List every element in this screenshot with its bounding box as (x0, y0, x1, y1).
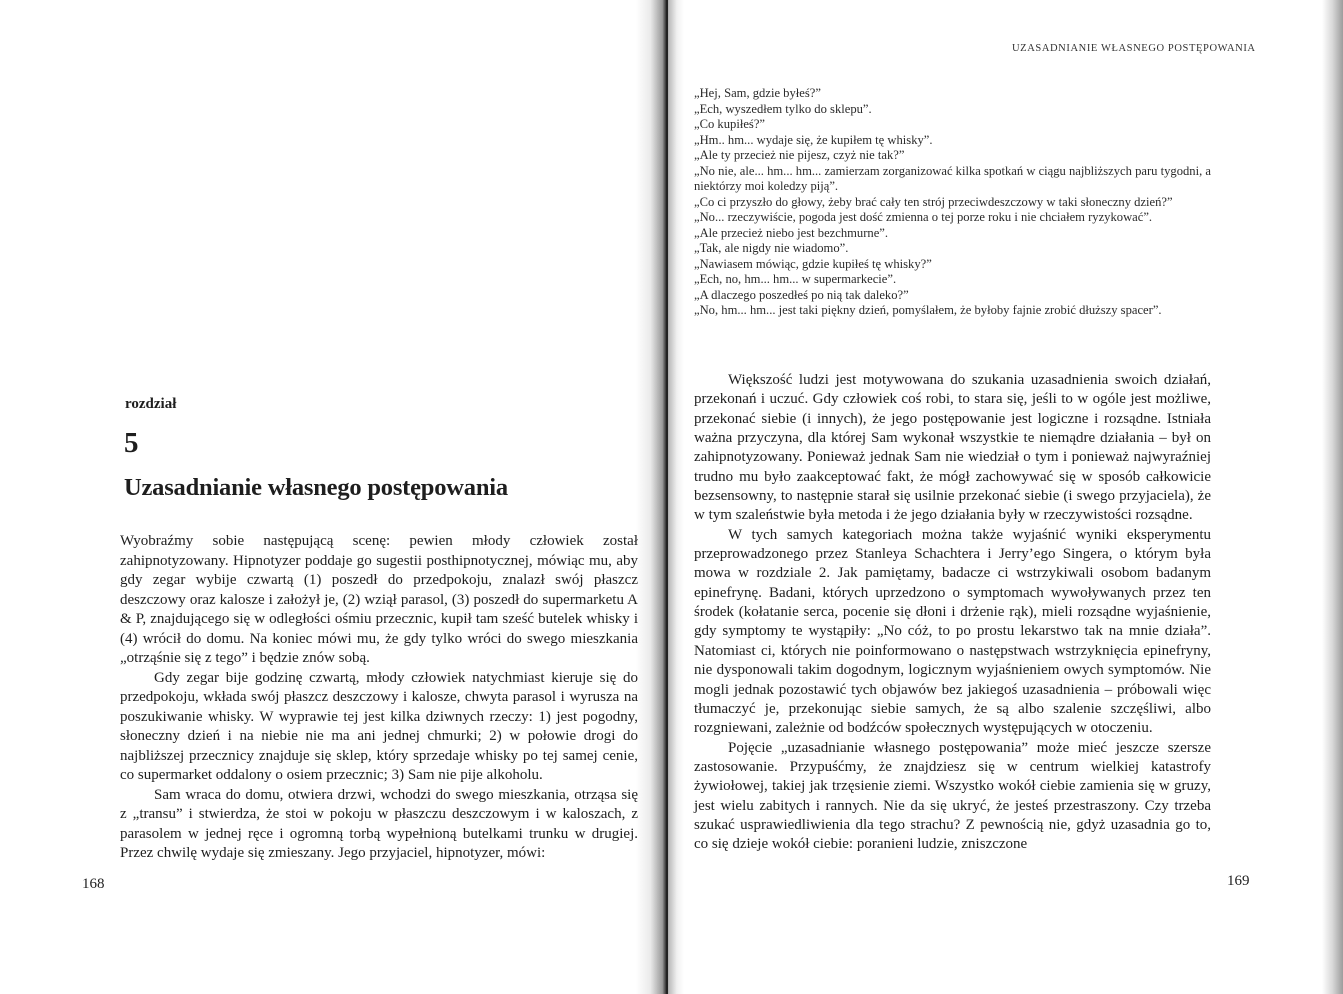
paragraph: W tych samych kategoriach można także wyjaśnić wyniki eksperymentu przeprowadzonego przez Stanleya Schachtera i Jerry’ego Singera, o którym była mowa w rozdziale 2. Jak pamiętamy, badacze ci wstrzykiwali osobom badanym epinefrynę. Badani, których uprzedzono o symptomach wywoływanych przez ten środek (kołatanie serca, pocenie się dłoni i drżenie rąk), mieli rozsądne wyjaśnienie, gdy symptomy te wystąpiły: „No cóż, to po prostu lekarstwo tak na mnie działa”. Natomiast ci, których nie poinformowano o następstwach wstrzyknięcia epinefryny, nie dysponowali takim dogodnym, logicznym wyjaśnieniem owych symptomów. Nie mogli jednak pozostawić tych objawów bez jakiegoś uzasadnienia – próbowali więc tłumaczyć je, przekonując siebie samych, że są albo szalenie szczęśliwi, albo rozgniewani, zależnie od bodźców społecznych występujących w otoczeniu. (694, 526, 1211, 737)
dialogue-line: „Ale ty przecież nie pijesz, czyż nie tak?” (694, 148, 905, 162)
chapter-number: 5 (124, 427, 139, 459)
paragraph: Sam wraca do domu, otwiera drzwi, wchodzi do swego mieszkania, otrząsa się z „transu” i stwierdza, że stoi w pokoju w płaszczu deszczowym i w kaloszach, z parasolem w jednej ręce i ogromną torbą wypełnioną butelkami trunku w drugiej. Przez chwilę wydaje się zmieszany. Jego przyjaciel, hipnotyzer, mówi: (120, 786, 638, 861)
paragraph: Gdy zegar bije godzinę czwartą, młody człowiek natychmiast kieruje się do przedpokoju, wkłada swój płaszcz deszczowy i kalosze, chwyta parasol i wyrusza na poszukiwanie whisky. W wyprawie tej jest kilka dziwnych rzeczy: 1) jest pogodny, słoneczny dzień i na niebie nie ma ani jednej chmurki; 2) w połowie drogi do najbliższej przecznicy znajduje się sklep, który sprzedaje whisky po tej samej cenie, co supermarket oddalony o osiem przecznic; 3) Sam nie pije alkoholu. (120, 669, 638, 783)
running-head: UZASADNIANIE WŁASNEGO POSTĘPOWANIA (1012, 43, 1256, 54)
dialogue-line: „A dlaczego poszedłeś po nią tak daleko?” (694, 287, 909, 302)
page-edge-shadow (1322, 0, 1343, 994)
dialogue-line: „Hm.. hm... wydaje się, że kupiłem tę whisky”. (694, 132, 933, 147)
gutter-fold (666, 0, 668, 994)
dialogue-line: „No, hm... hm... jest taki piękny dzień, pomyślałem, że byłoby fajnie zrobić dłuższy spacer”. (694, 303, 1162, 317)
dialogue-line: „Co ci przyszło do głowy, żeby brać cały ten strój przeciwdeszczowy w taki słoneczny dzień?” (694, 194, 1173, 209)
dialogue-line: „No... rzeczywiście, pogoda jest dość zmienna o tej porze roku i nie chciałem ryzykować”. (694, 210, 1153, 224)
dialogue-line: „Hej, Sam, gdzie byłeś?” (694, 86, 821, 100)
dialogue-line: „Tak, ale nigdy nie wiadomo”. (694, 241, 849, 255)
page-number-left: 168 (82, 876, 105, 892)
dialogue-line: „Co kupiłeś?” (694, 117, 765, 131)
left-body-text (120, 532, 638, 864)
left-page (0, 0, 640, 994)
chapter-title: Uzasadnianie własnego postępowania (124, 474, 508, 501)
paragraph: Wyobraźmy sobie następującą scenę: pewien młody człowiek został zahipnotyzowany. Hipnotyzer poddaje go sugestii posthipnotycznej, mówiąc mu, aby gdy zegar wybije czwartą (1) poszedł do przedpokoju, znalazł swój płaszcz deszczowy oraz kalosze i założył je, (2) wziął parasol, (3) poszedł do supermarketu A & P, znajdującego się w odległości ośmiu przecznic, kupił tam sześć butelek whisky i (4) wrócił do domu. Na koniec mówi mu, że gdy tylko wróci do swego mieszkania „otrząśnie się z tego” i będzie znów sobą. (120, 533, 638, 666)
chapter-label: rozdział (125, 396, 177, 412)
paragraph: Większość ludzi jest motywowana do szukania uzasadnienia swoich działań, przekonań i uczuć. Gdy człowiek coś robi, to stara się, jeśli to w ogóle jest możliwe, przekonać siebie (i innych), że jego postępowanie jest logiczne i rozsądne. Istniała ważna przyczyna, dla której Sam wykonał wszystkie te niemądre działania – był on zahipnotyzowany. Ponieważ jednak Sam nie wiedział o tym i ponieważ najwyraźniej trudno mu było zaakceptować fakt, że mógł zachowywać się w sposób całkowicie bezsensowny, to następnie starał się usilnie przekonać siebie (i swego przyjaciela), że w tym szaleństwie była metoda i że jego działania były w rzeczywistości rozsądne. (694, 372, 1211, 524)
dialogue-block (694, 86, 1211, 319)
dialogue-line: „No nie, ale... hm... hm... zamierzam zorganizować kilka spotkań w ciągu najbliższych paru tygodni, a niektórzy moi koledzy piją”. (694, 163, 1211, 193)
dialogue-line: „Ech, wyszedłem tylko do sklepu”. (694, 101, 872, 116)
book-gutter (636, 0, 684, 994)
dialogue-line: „Nawiasem mówiąc, gdzie kupiłeś tę whisky?” (694, 256, 932, 271)
right-body-text (694, 371, 1211, 855)
paragraph: Pojęcie „uzasadnianie własnego postępowania” może mieć jeszcze szersze zastosowanie. Przypuśćmy, że znajdziesz się w centrum wielkiej katastrofy żywiołowej, takiej jak trzęsienie ziemi. Wszystko wokół ciebie zamienia się w gruzy, jest wielu zabitych i rannych. Nie da się ukryć, że jesteś przestraszony. Czy trzeba szukać usprawiedliwienia dla tego strachu? Z pewnością nie, gdyż uzasadnia go to, co się dzieje wokół ciebie: poranieni ludzie, zniszczone (694, 739, 1211, 853)
dialogue-line: „Ale przecież niebo jest bezchmurne”. (694, 225, 889, 240)
page-number-right: 169 (1227, 873, 1250, 889)
dialogue-line: „Ech, no, hm... hm... w supermarkecie”. (694, 272, 897, 286)
